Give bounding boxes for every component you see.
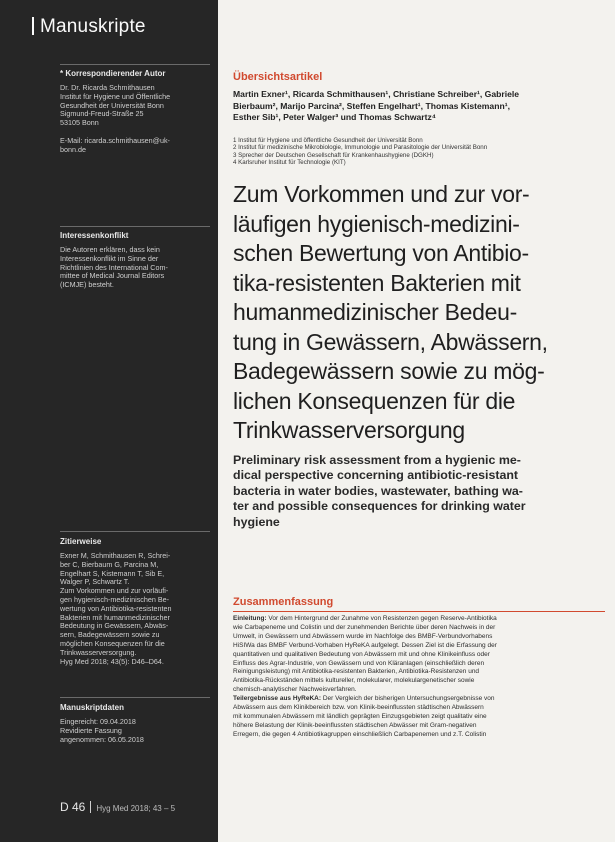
divider xyxy=(60,697,210,698)
text-line: 53105 Bonn xyxy=(60,118,99,128)
text-line: Hyg Med 2018; 43(5): D46–D64. xyxy=(60,656,164,666)
summary-line: Reinigungsleistung) mit Antibiotika-resistenten Bakterien, Antibiotika-Resistenzen und xyxy=(233,668,480,676)
citation-lines xyxy=(60,552,210,666)
run-in-head: Einleitung: xyxy=(233,615,267,622)
page-number: D 46 xyxy=(60,800,86,814)
title-line: hygiene xyxy=(233,514,280,529)
header-bar xyxy=(32,17,34,35)
conflict-block xyxy=(60,231,210,290)
author-line: Bierbaum², Marijo Parcina², Steffen Engelhart¹, Thomas Kistemann¹, xyxy=(233,100,510,111)
citation-block xyxy=(60,537,210,666)
author-line: Esther Sib¹, Peter Walger³ und Thomas Schwartz⁴ xyxy=(233,112,437,122)
summary-line: chemisch-analytischer Nachweisverfahren. xyxy=(233,686,357,694)
summary-line: quantitativen und qualitativen Bedeutung von Abwässern mit und ohne Klinikeinfluss oder xyxy=(233,650,490,658)
text-line: Walger P, Schwartz T. xyxy=(60,577,130,587)
divider xyxy=(60,226,210,227)
title-line: Preliminary risk assessment from a hygienic me- xyxy=(233,453,521,467)
footer-separator xyxy=(90,801,91,813)
text-line: Bedeutung in Gewässern, Abwäs- xyxy=(60,621,169,631)
text-line: Institut für Hygiene und Öffentliche xyxy=(60,91,171,101)
summary-line: Teilergebnisse aus HyReKA: Der Vergleich der bisherigen Untersuchungsergebnisse von xyxy=(233,695,495,703)
text-line: Revidierte Fassung xyxy=(60,725,122,735)
manuscript-title: Manuskriptdaten xyxy=(60,703,125,712)
title-line: läufigen hygienisch-medizini- xyxy=(233,210,520,237)
text-line: Gesundheit der Universität Bonn xyxy=(60,100,164,110)
text-line: Engelhart S, Kistemann T, Sib E, xyxy=(60,568,165,578)
correspondence-block xyxy=(60,69,210,154)
title-line: tung in Gewässern, Abwässern, xyxy=(233,328,548,355)
summary-line: Erregern, die gegen 4 Antibiotikagruppen einschließlich Carbapenemen und z.T. Colistin xyxy=(233,730,487,738)
summary-line: mit kommunalen Abwässern mit ländlich geprägten Einzugsgebieten zeigt qualitativ eine xyxy=(233,712,487,720)
text-line: mittee of Medical Journal Editors xyxy=(60,271,165,281)
text-line: Exner M, Schmithausen R, Schrei- xyxy=(60,551,171,560)
text-line: Sigmund-Freud-Straße 25 xyxy=(60,109,144,119)
summary-line: wie Carbapeneme und Colistin und der zunehmenden Berichte über deren Nachweis in der xyxy=(233,623,496,631)
summary-line: HiSIWa das BMBF Verbund-Vorhaben HyReKA aufgelegt. Dessen Ziel ist die Erfassung der xyxy=(233,641,497,649)
author-line: Martin Exner¹, Ricarda Schmithausen¹, Christiane Schreiber¹, Gabriele xyxy=(233,89,520,99)
summary-line: Einfluss des Agrar-Industrie, von Gewässern und von Kläranlagen (einschließlich deren xyxy=(233,659,485,667)
title-german xyxy=(233,180,605,446)
author-list xyxy=(233,89,605,124)
title-line: lichen Konsequenzen für die xyxy=(233,387,516,414)
text-line: wertung von Antibiotika-resistenten xyxy=(60,603,172,613)
article-type: Übersichtsartikel xyxy=(233,71,323,83)
text-line: angenommen: 06.05.2018 xyxy=(60,734,144,744)
conflict-lines xyxy=(60,246,210,290)
text-line: bonn.de xyxy=(60,144,86,154)
divider xyxy=(60,64,210,65)
text-line: Eingereicht: 09.04.2018 xyxy=(60,717,136,726)
summary-line: höhere Belastung der Klinik-beeinflussten städtischen Abwässer mit Gram-negativen xyxy=(233,721,477,729)
page-footer xyxy=(60,800,175,814)
text-line: sern, Badegewässern sowie zu xyxy=(60,630,160,640)
text-line: Die Autoren erklären, dass kein xyxy=(60,245,160,254)
text-line: Bakterien mit humanmedizinischer xyxy=(60,612,170,622)
text-line: Richtlinien des International Com- xyxy=(60,262,168,272)
title-line: Trinkwasserversorgung xyxy=(233,417,465,443)
correspondence-lines xyxy=(60,84,210,154)
title-english xyxy=(233,453,605,530)
section-header-label: Manuskripte xyxy=(40,16,146,37)
text-line: gen hygienisch-medizinischen Be- xyxy=(60,594,170,604)
divider xyxy=(60,531,210,532)
citation-title: Zitierweise xyxy=(60,537,102,546)
affiliation-list xyxy=(233,137,605,166)
title-line: humanmedizinischer Bedeu- xyxy=(233,299,517,325)
text-line: (ICMJE) besteht. xyxy=(60,280,114,290)
text-line: ber C, Bierbaum G, Parcina M, xyxy=(60,559,159,569)
text-line: Zum Vorkommen und zur vorläufi- xyxy=(60,586,169,596)
title-line: bacteria in water bodies, wastewater, bathing wa- xyxy=(233,483,523,498)
journal-citation: Hyg Med 2018; 43 – 5 xyxy=(96,804,176,813)
summary-line: Abwässern aus dem Klinikbereich bzw. von Klinik-beeinflussten städtischen Abwässern xyxy=(233,704,484,712)
affiliation-line: 1 Institut für Hygiene und öffentliche Gesundheit der Universität Bonn xyxy=(233,137,423,144)
manuscript-lines xyxy=(60,718,210,744)
title-line: tika-resistenten Bakterien mit xyxy=(233,269,521,296)
text-line: Trinkwasserversorgung. xyxy=(60,647,137,657)
correspondence-title: * Korrespondierender Autor xyxy=(60,69,166,78)
summary-divider xyxy=(233,611,605,612)
summary-line: Antibiotika-Rückständen mittels kultureller, molekularer, molekulargenetischer sowie xyxy=(233,677,475,685)
affiliation-line: 2 Institut für medizinische Mikrobiologie, Immunologie und Parasitologie der Universität Bonn xyxy=(233,144,488,152)
conflict-title: Interessenkonflikt xyxy=(60,231,129,240)
text-line: E-Mail: ricarda.schmithausen@uk- xyxy=(60,135,170,145)
summary-line: Umwelt, in Gewässern und Abwässern wurde im Nachfolge des BMBF-Verbundvorhabens xyxy=(233,632,493,640)
affiliation-line: 3 Sprecher der Deutschen Gesellschaft für Krankenhaushygiene (DGKH) xyxy=(233,151,434,159)
run-in-head: Teilergebnisse aus HyReKA: xyxy=(233,695,322,703)
manuscript-block xyxy=(60,703,210,744)
summary-body xyxy=(233,615,605,740)
title-line: schen Bewertung von Antibio- xyxy=(233,240,529,266)
text-line: Interessenkonflikt im Sinne der xyxy=(60,253,159,263)
affiliation-line: 4 Karlsruher Institut für Technologie (KIT) xyxy=(233,158,346,166)
sidebar xyxy=(0,0,218,842)
title-line: Zum Vorkommen und zur vor- xyxy=(233,181,530,207)
title-line: Badegewässern sowie zu mög- xyxy=(233,358,545,384)
section-header xyxy=(32,16,146,38)
title-line: dical perspective concerning antibiotic-resistant xyxy=(233,468,519,483)
title-line: ter and possible consequences for drinking water xyxy=(233,499,526,514)
text-line: möglichen Konsequenzen für die xyxy=(60,638,165,648)
text-line: Dr. Dr. Ricarda Schmithausen xyxy=(60,83,155,92)
summary-heading: Zusammenfassung xyxy=(233,596,334,608)
summary-line: Einleitung: Vor dem Hintergrund der Zunahme von Resistenzen gegen Reserve-Antibiotika xyxy=(233,615,497,622)
